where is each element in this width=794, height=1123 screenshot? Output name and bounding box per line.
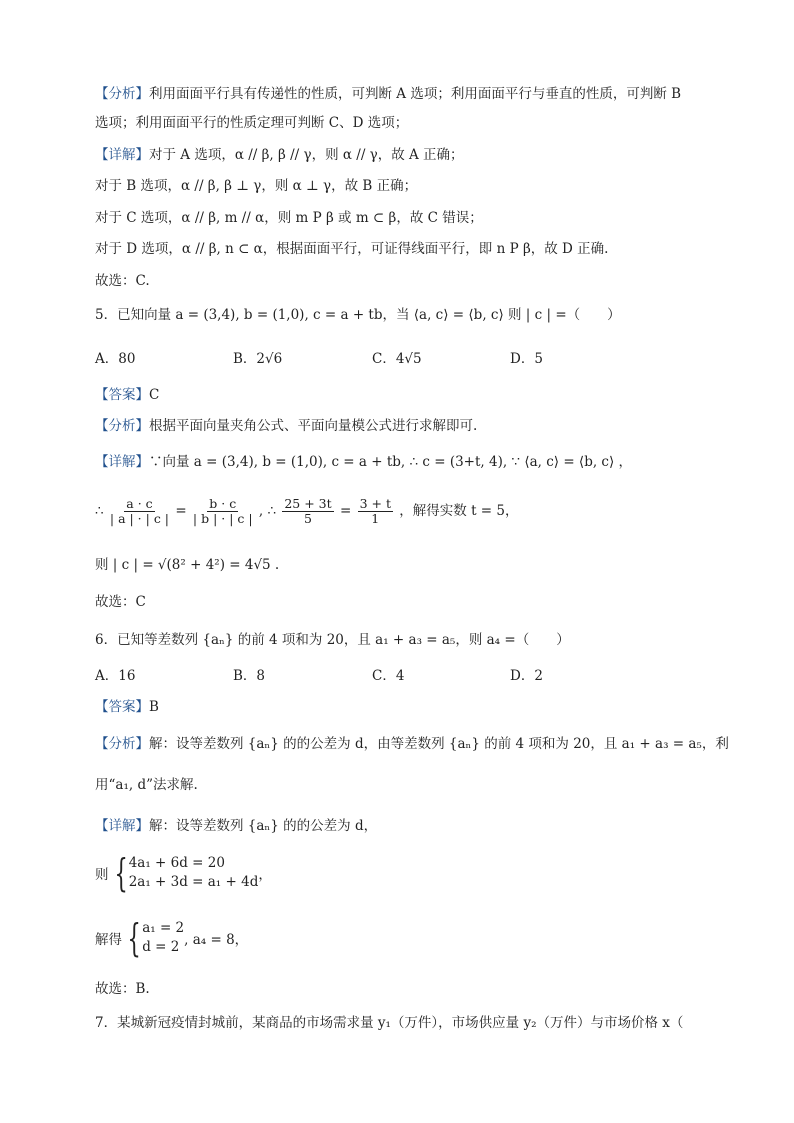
detail-line-d: 对于 D 选项，α // β, n ⊂ α，根据面面平行，可证得线面平行，即 n P β，故 D 正确. [95, 241, 609, 257]
q5-option-b: B．2√6 [233, 351, 283, 367]
q6-choice: 故选：B. [95, 981, 150, 997]
q6-option-a: A．16 [95, 668, 136, 684]
q6-stem: 6．已知等差数列 {aₙ} 的前 4 项和为 20，且 a₁ + a₃ = a₅，则 a₄ =（ ） [95, 632, 570, 648]
q7-stem: 7．某城新冠疫情封城前，某商品的市场需求量 y₁（万件），市场供应量 y₂（万件）与市场价格 x（ [95, 1015, 684, 1031]
q5-choice: 故选：C [95, 594, 146, 610]
q6-option-c: C．4 [372, 668, 405, 684]
detail-tag: 【详解】 [95, 147, 149, 163]
detail-line-b: 对于 B 选项，α // β, β ⊥ γ，则 α ⊥ γ，故 B 正确； [95, 178, 418, 194]
q5-option-a: A．80 [95, 351, 136, 367]
q5-option-c: C．4√5 [372, 351, 422, 367]
analysis-tag: 【分析】 [95, 86, 149, 102]
q6-option-b: B．8 [233, 668, 266, 684]
fraction: $\frac{25 + 3t}{5}$ [284, 496, 332, 526]
fraction: $\frac{3 + t}{1}$ [359, 496, 391, 526]
q6-analysis-line-1: 【分析】解：设等差数列 {aₙ} 的的公差为 d，由等差数列 {aₙ} 的前 4 项和为 20，且 a₁ + a₃ = a₅，利 [95, 736, 729, 752]
q5-option-d: D．5 [510, 351, 543, 367]
q6-analysis-line-2: 用“a₁, d”法求解. [95, 777, 198, 793]
q5-detail-line-2: ∴ $\frac{a \cdot c}{| a | \cdot | c |}$ = $\frac{b \cdot c}{| b | \cdot | c |}$ , ∴ $\frac{25 + 3t}{5}$ = $\frac{3 + t}{1}$ ，解得实数 t = 5， [95, 496, 519, 526]
analysis-line-2: 选项；利用面面平行的性质定理可判断 C、D 选项； [95, 115, 409, 131]
analysis-line-1: 【分析】利用面面平行具有传递性的性质，可判断 A 选项；利用面面平行与垂直的性质，可判断 B [95, 86, 682, 102]
q5-detail-line-1: 【详解】∵向量 a = (3,4), b = (1,0), c = a + tb, ∴ c = (3+t, 4), ∵ ⟨a, c⟩ = ⟨b, c⟩ ， [95, 454, 633, 470]
q6-option-d: D．2 [510, 668, 543, 684]
equation-system-2: 解得 { a₁ = 2 d = 2 , a₄ = 8， [95, 916, 249, 960]
q5-stem: 5．已知向量 a = (3,4), b = (1,0), c = a + tb，当 ⟨a, c⟩ = ⟨b, c⟩ 则 | c | =（ ） [95, 307, 621, 323]
detail-line-a: 【详解】对于 A 选项，α // β, β // γ，则 α // γ，故 A 正确； [95, 147, 464, 163]
detail-line-c: 对于 C 选项，α // β, m // α，则 m P β 或 m ⊂ β，故 C 错误； [95, 210, 483, 226]
q5-detail-line-3: 则 | c | = √(8² + 4²) = 4√5 . [95, 557, 280, 573]
left-brace: { [113, 851, 128, 895]
equation-system-1: 则 { 4a₁ + 6d = 20 2a₁ + 3d = a₁ + 4d ， [95, 851, 272, 895]
left-brace: { [127, 916, 141, 960]
fraction: $\frac{b \cdot c}{| b | \cdot | c |}$ [192, 496, 253, 526]
choice-line: 故选：C. [95, 273, 150, 289]
q5-analysis: 【分析】根据平面向量夹角公式、平面向量模公式进行求解即可. [95, 418, 478, 434]
fraction: $\frac{a \cdot c}{| a | \cdot | c |}$ [109, 496, 170, 526]
q6-answer: 【答案】B [95, 699, 159, 715]
q6-detail-line-1: 【详解】解：设等差数列 {aₙ} 的的公差为 d， [95, 818, 378, 834]
q5-answer: 【答案】C [95, 387, 160, 403]
